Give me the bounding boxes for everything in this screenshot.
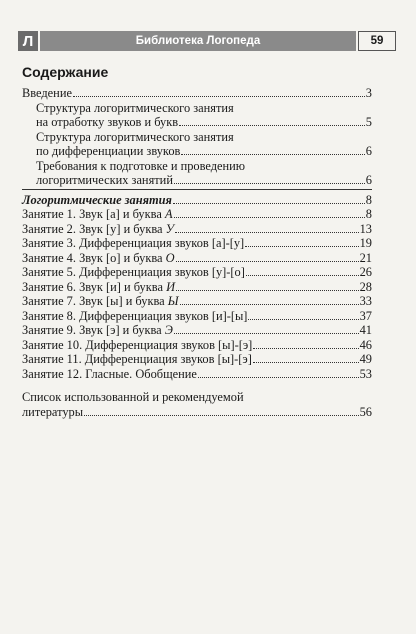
toc-lesson-text: Занятие 6. Звук [и] и буква <box>22 279 167 294</box>
toc-lesson-text: Занятие 5. Дифференциация звуков [у]-[о] <box>22 265 245 279</box>
dot-leader <box>84 415 359 416</box>
toc-lesson-entry[interactable] <box>22 338 372 353</box>
toc-lesson-entry[interactable] <box>22 280 372 295</box>
toc-entry-page: 49 <box>359 352 372 366</box>
toc-entry-page: 26 <box>359 265 372 279</box>
toc-lesson-text: Занятие 11. Дифференциация звуков [ы]-[э] <box>22 352 252 366</box>
toc-subentry[interactable] <box>22 159 372 188</box>
dot-leader <box>181 154 364 155</box>
dot-leader <box>179 125 365 126</box>
toc-lesson-text: Занятие 12. Гласные. Обобщение <box>22 366 197 381</box>
toc-lesson-label <box>22 294 179 309</box>
toc-lesson-text: Занятие 2. Звук [у] и буква <box>22 221 166 236</box>
toc-lesson-entry[interactable] <box>22 294 372 309</box>
toc-entry-line1: Список использованной и рекомендуемой <box>22 390 244 404</box>
toc-section-label: Логоритмические занятия <box>22 192 172 207</box>
toc-lesson-label <box>22 309 247 324</box>
dot-leader <box>253 362 359 363</box>
toc-lesson-text: Занятие 1. Звук [а] и буква <box>22 207 165 221</box>
toc-lesson-entry[interactable] <box>22 222 372 237</box>
toc-subentry[interactable] <box>22 101 372 130</box>
toc-lesson-text: Занятие 9. Звук [э] и буква <box>22 323 165 337</box>
dot-leader <box>176 261 359 262</box>
toc-lesson-entry[interactable] <box>22 309 372 324</box>
toc-entry-page: 8 <box>365 192 372 207</box>
lesson-list <box>22 207 372 381</box>
toc-lesson-letter: У <box>165 221 174 236</box>
toc-entry-page: 6 <box>365 173 372 187</box>
contents-title: Содержание <box>22 64 109 80</box>
toc-entry-page: 5 <box>365 115 372 129</box>
toc-lesson-entry[interactable] <box>22 265 372 280</box>
toc-entry-page: 33 <box>359 294 372 308</box>
toc-lesson-letter: И <box>166 279 176 294</box>
toc-entry-line2: литературы <box>22 404 84 419</box>
toc-lesson-entry[interactable] <box>22 236 372 251</box>
toc-lesson-label <box>22 236 244 251</box>
dot-leader <box>180 304 359 305</box>
toc-lesson-entry[interactable] <box>22 352 372 367</box>
toc-subentry-line1: Требования к подготовке и проведению <box>36 158 246 173</box>
toc-entry-label: Введение <box>22 86 72 100</box>
toc-lesson-label <box>22 251 175 266</box>
dot-leader <box>174 217 365 218</box>
dot-leader <box>253 348 358 349</box>
toc-section-heading[interactable] <box>22 193 372 208</box>
toc-entry-page: 41 <box>359 323 372 337</box>
toc-entry-page: 3 <box>365 86 372 100</box>
dot-leader <box>174 333 359 334</box>
toc-entry-page: 19 <box>359 236 372 250</box>
toc-lesson-label <box>22 222 174 237</box>
toc-lesson-entry[interactable] <box>22 207 372 222</box>
toc-entry-page: 6 <box>365 144 372 158</box>
toc-entry-page: 13 <box>359 221 372 236</box>
table-of-contents <box>22 86 372 419</box>
toc-lesson-label <box>22 352 252 367</box>
toc-entry-page: 8 <box>365 207 372 221</box>
toc-subentry[interactable] <box>22 130 372 159</box>
toc-lesson-text: Занятие 10. Дифференциация звуков [ы]-[э] <box>22 337 253 352</box>
toc-subentry-line1: Структура логоритмического занятия <box>36 100 234 115</box>
toc-lesson-label <box>22 207 173 222</box>
toc-entry-page: 37 <box>359 308 372 323</box>
dot-leader <box>245 246 358 247</box>
toc-entry-page: 56 <box>359 404 372 419</box>
toc-entry-page: 46 <box>359 337 372 352</box>
toc-lesson-text: Занятие 3. Дифференциация звуков [а]-[у] <box>22 236 245 250</box>
dot-leader <box>246 275 359 276</box>
toc-entry-page: 53 <box>359 366 372 381</box>
toc-lesson-label <box>22 367 197 382</box>
dot-leader <box>198 377 359 378</box>
toc-lesson-text: Занятие 8. Дифференциация звуков [и]-[ы] <box>22 308 248 323</box>
toc-lesson-label <box>22 280 175 295</box>
toc-subentry-line1: Структура логоритмического занятия <box>36 129 234 144</box>
toc-lesson-letter: Ы <box>167 294 179 308</box>
toc-lesson-label <box>22 323 173 338</box>
toc-lesson-text: Занятие 4. Звук [о] и буква <box>22 250 166 265</box>
dot-leader <box>174 183 365 184</box>
toc-subentry-line2: логоритмических занятий <box>36 173 173 187</box>
toc-lesson-entry[interactable] <box>22 367 372 382</box>
toc-lesson-label <box>22 265 245 280</box>
series-logo: Л <box>18 31 38 51</box>
toc-lesson-entry[interactable] <box>22 323 372 338</box>
dot-leader <box>173 203 365 204</box>
toc-entry-intro[interactable] <box>22 86 372 101</box>
toc-lesson-text: Занятие 7. Звук [ы] и буква <box>22 294 168 308</box>
toc-lesson-letter: А <box>164 207 173 221</box>
page-header <box>18 31 396 51</box>
toc-subentry-line2: на отработку звуков и букв <box>36 115 179 129</box>
section-divider <box>22 189 372 190</box>
dot-leader <box>175 232 359 233</box>
dot-leader <box>248 319 358 320</box>
toc-lesson-letter: О <box>165 250 175 265</box>
toc-lesson-letter: Э <box>164 323 173 337</box>
toc-lesson-label <box>22 338 252 353</box>
toc-entry-references[interactable] <box>22 390 372 419</box>
series-title: Библиотека Логопеда <box>40 31 356 51</box>
toc-entry-page: 28 <box>359 279 372 294</box>
toc-lesson-entry[interactable] <box>22 251 372 266</box>
dot-leader <box>73 96 365 97</box>
dot-leader <box>176 290 359 291</box>
toc-subentry-line2: по дифференциации звуков <box>36 144 181 158</box>
toc-entry-page: 21 <box>359 250 372 265</box>
page-number: 59 <box>358 31 396 51</box>
